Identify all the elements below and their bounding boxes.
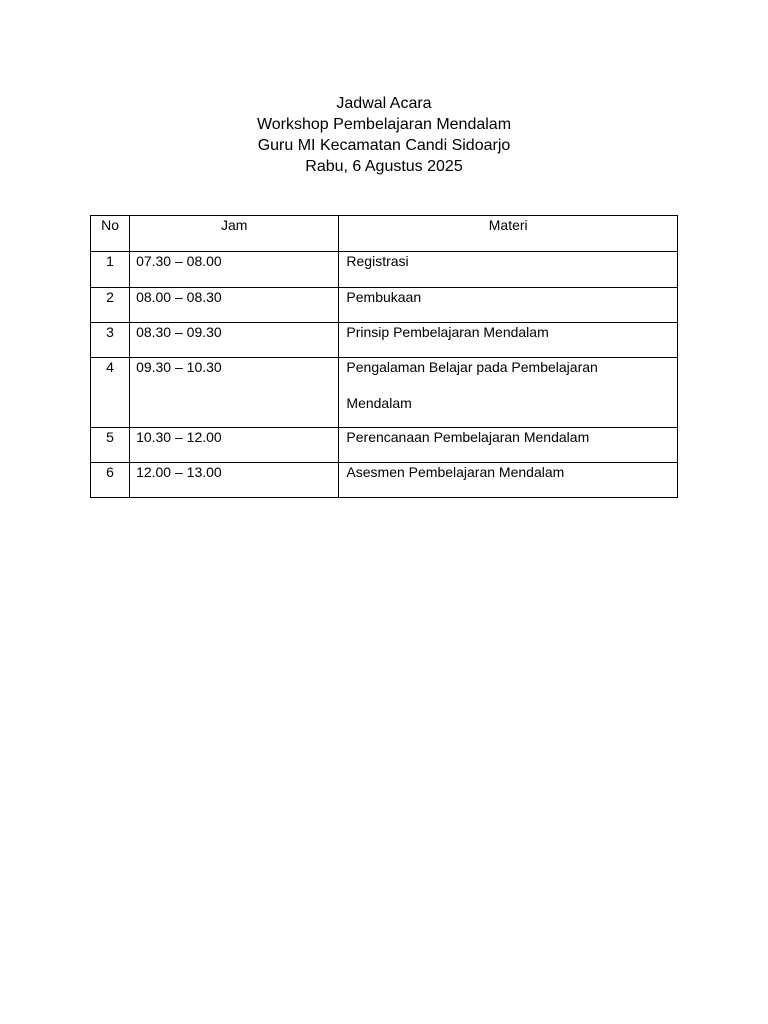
row-time: 08.00 – 08.30 xyxy=(130,288,339,323)
table-row xyxy=(91,288,678,323)
table-row xyxy=(91,252,678,288)
header-no: No xyxy=(91,216,130,252)
title-workshop: Workshop Pembelajaran Mendalam xyxy=(256,116,512,133)
schedule-table xyxy=(90,215,678,498)
row-number: 2 xyxy=(91,288,130,323)
header-jam: Jam xyxy=(130,216,339,252)
table-row xyxy=(91,358,678,428)
row-number: 1 xyxy=(91,252,130,288)
title-audience: Guru MI Kecamatan Candi Sidoarjo xyxy=(257,137,511,154)
row-number: 6 xyxy=(91,463,130,498)
row-topic: Perencanaan Pembelajaran Mendalam xyxy=(339,428,678,463)
row-topic: Asesmen Pembelajaran Mendalam xyxy=(339,463,678,498)
title-date: Rabu, 6 Agustus 2025 xyxy=(305,158,463,175)
title-event: Jadwal Acara xyxy=(336,95,432,112)
header-materi: Materi xyxy=(339,216,678,252)
row-topic: Registrasi xyxy=(339,252,678,288)
row-number: 3 xyxy=(91,323,130,358)
table-row xyxy=(91,428,678,463)
row-number: 4 xyxy=(91,358,130,428)
row-topic: Prinsip Pembelajaran Mendalam xyxy=(339,323,678,358)
row-time: 10.30 – 12.00 xyxy=(130,428,339,463)
row-topic: Pengalaman Belajar pada Pembelajaran Mendalam xyxy=(339,358,678,428)
row-time: 07.30 – 08.00 xyxy=(130,252,339,288)
table-row xyxy=(91,463,678,498)
row-topic: Pembukaan xyxy=(339,288,678,323)
document-title xyxy=(0,93,768,177)
row-time: 12.00 – 13.00 xyxy=(130,463,339,498)
row-time: 09.30 – 10.30 xyxy=(130,358,339,428)
table-header-row xyxy=(91,216,678,252)
row-time: 08.30 – 09.30 xyxy=(130,323,339,358)
row-number: 5 xyxy=(91,428,130,463)
